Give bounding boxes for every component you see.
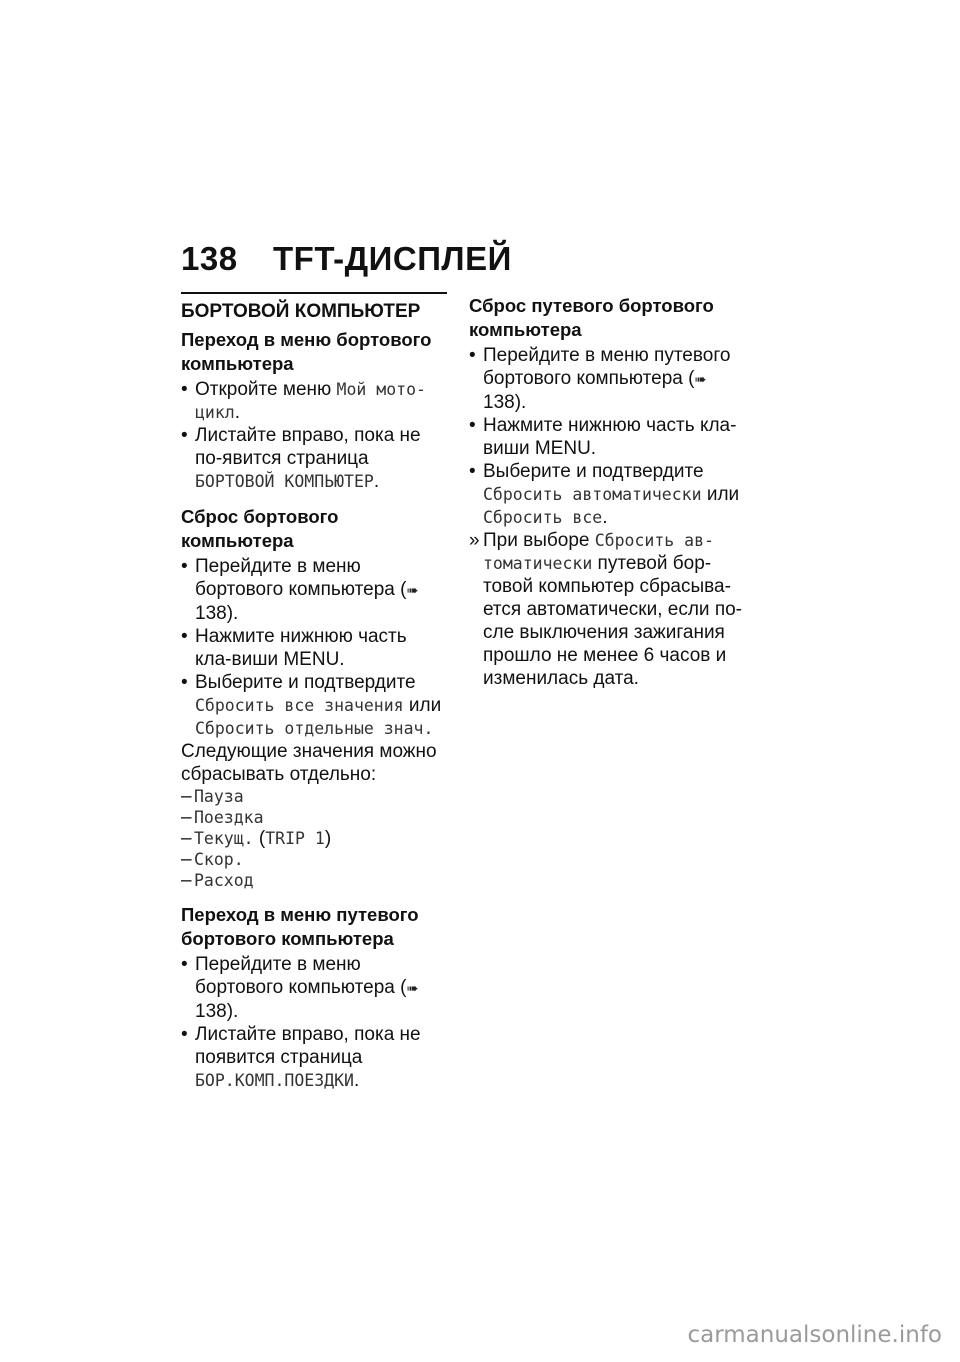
display-text: БОР.КОМП.ПОЕЗДКИ <box>195 1071 354 1090</box>
watermark: carmanualsonline.info <box>687 1322 942 1348</box>
display-text: БОРТОВОЙ КОМПЬЮТЕР <box>195 472 374 491</box>
page-reference[interactable]: 138 <box>195 603 227 624</box>
note-text: Следующие значения можно сбрасывать отдельно: <box>181 741 437 785</box>
bullet: • <box>181 1024 188 1045</box>
display-text: Сбросить все <box>483 508 603 527</box>
page-number: 138 <box>181 240 238 277</box>
bullet: • <box>181 379 188 400</box>
display-text: Мой мото-цикл <box>195 380 426 422</box>
list-item: – Поездка <box>181 807 264 828</box>
page-reference[interactable]: 138 <box>483 392 515 413</box>
subsection-title-reset: Сброс бортового компьютера <box>181 506 339 551</box>
list-item: – Пауза <box>181 786 244 807</box>
list-item: • Выберите и подтвердите Сбросить все значения или Сбросить отдельные знач. <box>181 672 442 738</box>
arrow-right-icon: ➠ <box>406 582 419 598</box>
bullet: • <box>469 345 476 366</box>
display-text: Сбросить автоматически <box>483 485 702 504</box>
page-header <box>181 240 512 278</box>
display-text: Сбросить все значения <box>195 696 404 715</box>
right-column <box>469 294 744 690</box>
result-mark: » <box>469 530 480 551</box>
list-item: • Листайте вправо, пока не появится страница БОР.КОМП.ПОЕЗДКИ. <box>181 1024 421 1091</box>
list-item: • Нажмите нижнюю часть кла-виши MENU. <box>469 415 737 459</box>
bullet: • <box>181 672 188 693</box>
result-item: » При выборе Сбросить ав-томатически путевой бор-товой компьютер сбрасыва-ется автоматически, если по-сле выключения зажигания прошло не менее 6 часов и изменилась дата. <box>469 530 742 689</box>
list-item: • Перейдите в меню бортового компьютера (➠ 138). <box>181 556 419 624</box>
list-item: – Текущ. (TRIP 1) <box>181 828 332 849</box>
section-rule <box>181 292 447 294</box>
bullet: • <box>181 425 188 446</box>
list-item: • Перейдите в меню путевого бортового компьютера (➠ 138). <box>469 345 731 413</box>
page-reference[interactable]: 138 <box>195 1001 227 1022</box>
display-text: Сбросить ав-томатически <box>483 531 714 573</box>
bullet: • <box>181 954 188 975</box>
bullet: • <box>469 461 476 482</box>
subsection-title-menu: Переход в меню бортового компьютера <box>181 329 432 374</box>
arrow-right-icon: ➠ <box>406 980 419 996</box>
page-title: TFT-ДИСПЛЕЙ <box>273 240 512 277</box>
display-text: Сбросить отдельные знач. <box>195 719 434 738</box>
list-item: • Откройте меню Мой мото-цикл. <box>181 379 426 423</box>
section-title: БОРТОВОЙ КОМПЬЮТЕР <box>181 301 421 322</box>
bullet: • <box>469 415 476 436</box>
arrow-right-icon: ➠ <box>694 371 707 387</box>
subsection-title-trip-menu: Переход в меню путевого бортового компьютера <box>181 904 419 949</box>
bullet: • <box>181 626 188 647</box>
list-item: • Листайте вправо, пока не по-явится страница БОРТОВОЙ КОМПЬЮТЕР. <box>181 425 421 492</box>
list-item: • Нажмите нижнюю часть кла-виши MENU. <box>181 626 407 670</box>
bullet: • <box>181 556 188 577</box>
left-column <box>181 292 446 1092</box>
list-item: • Выберите и подтвердите Сбросить автоматически или Сбросить все. <box>469 461 740 528</box>
subsection-title-trip-reset: Сброс путевого бортового компьютера <box>469 295 714 340</box>
list-item: – Скор. <box>181 849 244 870</box>
list-item: • Перейдите в меню бортового компьютера (➠ 138). <box>181 954 419 1022</box>
list-item: – Расход <box>181 870 254 891</box>
